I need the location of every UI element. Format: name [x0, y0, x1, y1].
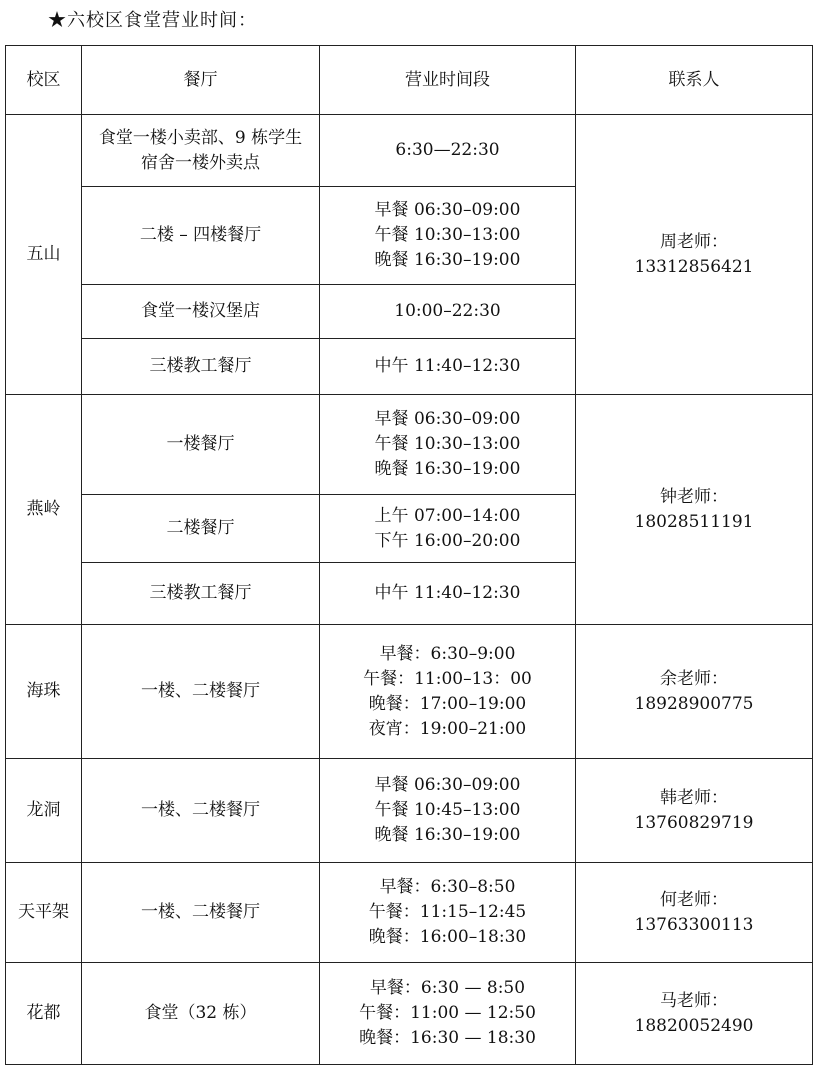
hours-cell [320, 115, 576, 187]
restaurant-line: 二楼 – 四楼餐厅 [139, 225, 262, 245]
hours-lines [375, 354, 521, 379]
hours-line: 午餐：11:00 — 12:50 [359, 1003, 536, 1023]
restaurant-lines [144, 1001, 256, 1026]
table-row [6, 625, 813, 759]
campus-cell: 龙洞 [6, 759, 82, 863]
page-title: ★六校区食堂营业时间： [48, 10, 257, 31]
contact-line: 13312856421 [634, 256, 754, 277]
contact-cell [576, 115, 813, 395]
hours-line: 午餐：11:00–13：00 [363, 668, 532, 689]
canteen-hours-table [5, 45, 813, 1065]
hours-line: 下午 16:00–20:00 [374, 530, 521, 551]
hours-line: 午餐 10:45–13:00 [374, 800, 521, 820]
restaurant-cell [82, 863, 320, 963]
campus-cell: 花都 [6, 963, 82, 1065]
contact-lines [635, 230, 754, 280]
hours-line: 晚餐：17:00–19:00 [368, 693, 527, 714]
hours-cell [320, 285, 576, 339]
restaurant-lines [141, 900, 260, 925]
restaurant-line: 食堂（32 栋） [144, 1003, 257, 1023]
contact-cell [576, 395, 813, 625]
hours-line: 中午 11:40–12:30 [374, 583, 521, 603]
hours-line: 10:00–22:30 [394, 301, 501, 321]
contact-lines [635, 989, 754, 1039]
restaurant-line: 宿舍一楼外卖点 [140, 152, 260, 173]
contact-line: 18820052490 [634, 1015, 754, 1036]
hours-lines [359, 976, 536, 1051]
restaurant-cell [82, 563, 320, 625]
hours-line: 早餐 06:30–09:00 [374, 775, 521, 795]
contact-cell [576, 625, 813, 759]
contact-line: 周老师： [659, 231, 728, 252]
header-row [6, 46, 813, 115]
hours-cell [320, 187, 576, 285]
contact-lines [635, 667, 754, 717]
restaurant-cell [82, 625, 320, 759]
hours-lines [375, 198, 521, 273]
hours-line: 6:30—22:30 [395, 140, 500, 160]
campus-cell: 五山 [6, 115, 82, 395]
restaurant-cell [82, 395, 320, 495]
hours-lines [375, 581, 521, 606]
hours-line: 早餐：6:30–8:50 [379, 877, 516, 897]
hours-line: 晚餐 16:30–19:00 [374, 250, 521, 270]
hours-cell [320, 759, 576, 863]
restaurant-line: 食堂一楼小卖部、9 栋学生 [98, 127, 303, 148]
hours-line: 上午 07:00–14:00 [374, 505, 521, 526]
restaurant-line: 一楼、二楼餐厅 [141, 902, 260, 922]
hours-cell [320, 863, 576, 963]
table-row [6, 863, 813, 963]
hours-line: 午餐：11:15–12:45 [368, 902, 527, 922]
contact-line: 马老师： [659, 990, 728, 1011]
restaurant-cell [82, 963, 320, 1065]
hours-line: 晚餐 16:30–19:00 [374, 825, 521, 845]
table-row [6, 115, 813, 187]
restaurant-line: 三楼教工餐厅 [149, 583, 252, 603]
contact-line: 13760829719 [634, 812, 754, 833]
campus-cell: 天平架 [6, 863, 82, 963]
contact-lines [635, 485, 754, 535]
table-row [6, 759, 813, 863]
contact-line: 13763300113 [634, 914, 754, 935]
restaurant-line: 一楼、二楼餐厅 [141, 800, 260, 820]
restaurant-line: 一楼餐厅 [166, 434, 235, 454]
restaurant-cell [82, 187, 320, 285]
hours-line: 晚餐：16:30 — 18:30 [359, 1028, 536, 1048]
restaurant-line: 食堂一楼汉堡店 [141, 301, 260, 321]
contact-line: 余老师： [659, 668, 728, 689]
restaurant-lines [167, 432, 235, 457]
hours-line: 午餐 10:30–13:00 [374, 225, 521, 245]
hours-lines [363, 642, 532, 742]
contact-cell [576, 963, 813, 1065]
campus-cell: 燕岭 [6, 395, 82, 625]
restaurant-cell [82, 759, 320, 863]
hours-lines [395, 138, 499, 163]
restaurant-cell [82, 285, 320, 339]
contact-cell [576, 863, 813, 963]
hours-lines [375, 407, 521, 482]
hours-line: 晚餐：16:00–18:30 [368, 927, 527, 947]
hours-line: 早餐 06:30–09:00 [374, 200, 521, 220]
contact-line: 钟老师： [659, 486, 728, 507]
contact-line: 韩老师： [659, 787, 728, 808]
hours-line: 晚餐 16:30–19:00 [374, 459, 521, 479]
hours-line: 早餐：6:30 — 8:50 [369, 978, 526, 998]
contact-lines [635, 888, 754, 938]
header-contact: 联系人 [576, 46, 813, 115]
table-row [6, 963, 813, 1065]
restaurant-cell [82, 339, 320, 395]
restaurant-lines [141, 679, 260, 704]
restaurant-lines [150, 581, 252, 606]
hours-cell [320, 495, 576, 563]
campus-cell: 海珠 [6, 625, 82, 759]
hours-lines [394, 299, 500, 324]
hours-line: 午餐 10:30–13:00 [374, 434, 521, 454]
restaurant-line: 三楼教工餐厅 [149, 356, 252, 376]
contact-cell [576, 759, 813, 863]
restaurant-line: 一楼、二楼餐厅 [141, 681, 260, 701]
hours-line: 早餐 06:30–09:00 [374, 409, 521, 429]
restaurant-lines [99, 126, 302, 176]
contact-line: 18028511191 [634, 511, 754, 532]
contact-lines [635, 786, 754, 836]
hours-cell [320, 963, 576, 1065]
hours-cell [320, 625, 576, 759]
table-body [6, 115, 813, 1065]
header-hours: 营业时间段 [320, 46, 576, 115]
hours-lines [375, 773, 521, 848]
restaurant-lines [140, 223, 261, 248]
restaurant-lines [150, 354, 252, 379]
hours-line: 早餐：6:30–9:00 [379, 643, 516, 664]
contact-line: 何老师： [659, 889, 728, 910]
restaurant-cell [82, 495, 320, 563]
hours-line: 夜宵：19:00–21:00 [368, 718, 527, 739]
header-restaurant: 餐厅 [82, 46, 320, 115]
restaurant-lines [141, 299, 260, 324]
restaurant-lines [141, 798, 260, 823]
hours-cell [320, 339, 576, 395]
table-row [6, 395, 813, 495]
contact-line: 18928900775 [634, 693, 754, 714]
hours-line: 中午 11:40–12:30 [374, 356, 521, 376]
restaurant-cell [82, 115, 320, 187]
hours-lines [369, 875, 526, 950]
hours-cell [320, 395, 576, 495]
restaurant-lines [167, 516, 235, 541]
hours-cell [320, 563, 576, 625]
hours-lines [375, 504, 521, 554]
restaurant-line: 二楼餐厅 [166, 518, 235, 538]
header-campus: 校区 [6, 46, 82, 115]
